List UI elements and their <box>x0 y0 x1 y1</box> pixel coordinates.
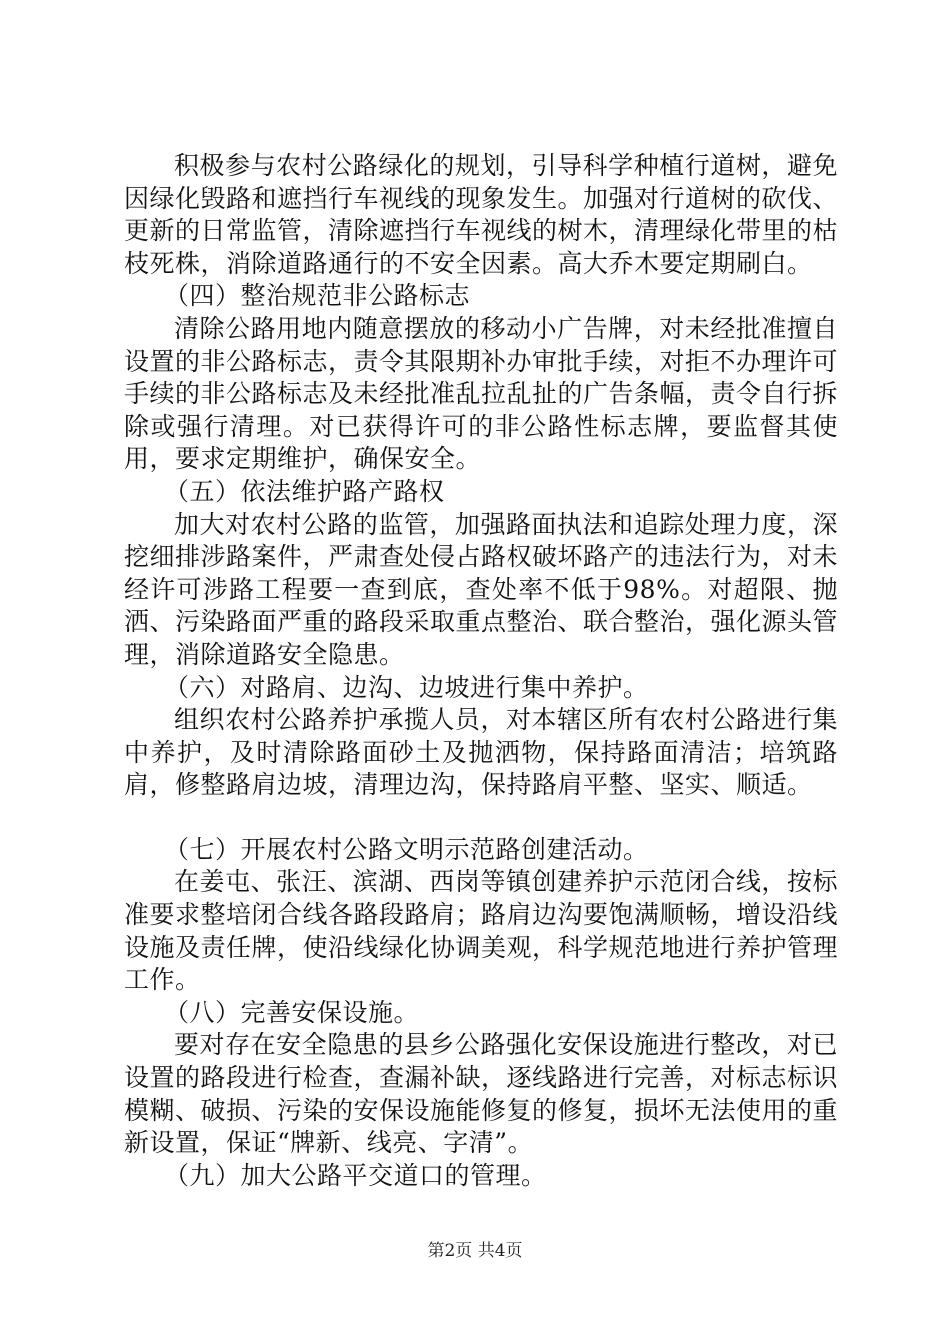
heading-section-6: （六）对路肩、边沟、边坡进行集中养护。 <box>164 672 649 702</box>
heading-section-5: （五）依法维护路产路权 <box>164 476 445 506</box>
paragraph-road-rights: 加大对农村公路的监管，加强路面执法和追踪处理力度，深挖细排涉路案件，严肃查处侵占路权破坏路产的违法行为，对未经许可涉路工程要一查到底，查处率不低于98%。对超限、抛洒、污染路面严重的路段采取重点整治、联合整治，强化源头管理，消除道路安全隐患。 <box>124 509 839 669</box>
page-number-footer: 第2页 共4页 <box>427 1241 523 1261</box>
heading-section-8: （八）完善安保设施。 <box>164 997 420 1027</box>
paragraph-demo-road: 在姜屯、张汪、滨湖、西岗等镇创建养护示范闭合线，按标准要求整培闭合线各路段路肩；路肩边沟要饱满顺畅，增设沿线设施及责任牌，使沿线绿化协调美观，科学规范地进行养护管理工作。 <box>124 867 839 995</box>
paragraph-greening: 积极参与农村公路绿化的规划，引导科学种植行道树，避免因绿化毁路和遮挡行车视线的现象发生。加强对行道树的砍伐、更新的日常监管，清除遮挡行车视线的树木，清理绿化带里的枯枝死株，消除道路通行的不安全因素。高大乔木要定期刷白。 <box>124 151 839 278</box>
paragraph-shoulder-maintenance: 组织农村公路养护承揽人员，对本辖区所有农村公路进行集中养护，及时清除路面砂土及抛洒物，保持路面清洁；培筑路肩，修整路肩边坡，清理边沟，保持路肩平整、坚实、顺适。 <box>124 705 838 800</box>
heading-section-9: （九）加大公路平交道口的管理。 <box>164 1160 547 1190</box>
paragraph-safety-facilities: 要对存在安全隐患的县乡公路强化安保设施进行整改，对已设置的路段进行检查，查漏补缺，逐线路进行完善，对标志标识模糊、破损、污染的安保设施能修复的修复，损坏无法使用的重新设置，保证“牌新、线亮、字清”。 <box>124 1030 839 1158</box>
heading-section-7: （七）开展农村公路文明示范路创建活动。 <box>164 834 649 864</box>
document-body <box>124 150 838 1192</box>
paragraph-spacer <box>124 802 838 834</box>
heading-section-4: （四）整治规范非公路标志 <box>164 281 471 311</box>
paragraph-non-road-signs: 清除公路用地内随意摆放的移动小广告牌，对未经批准擅自设置的非公路标志，责令其限期补办审批手续，对拒不办理许可手续的非公路标志及未经批准乱拉乱扯的广告条幅，责令自行拆除或强行清理。对已获得许可的非公路性标志牌，要监督其使用，要求定期维护，确保安全。 <box>124 313 839 474</box>
